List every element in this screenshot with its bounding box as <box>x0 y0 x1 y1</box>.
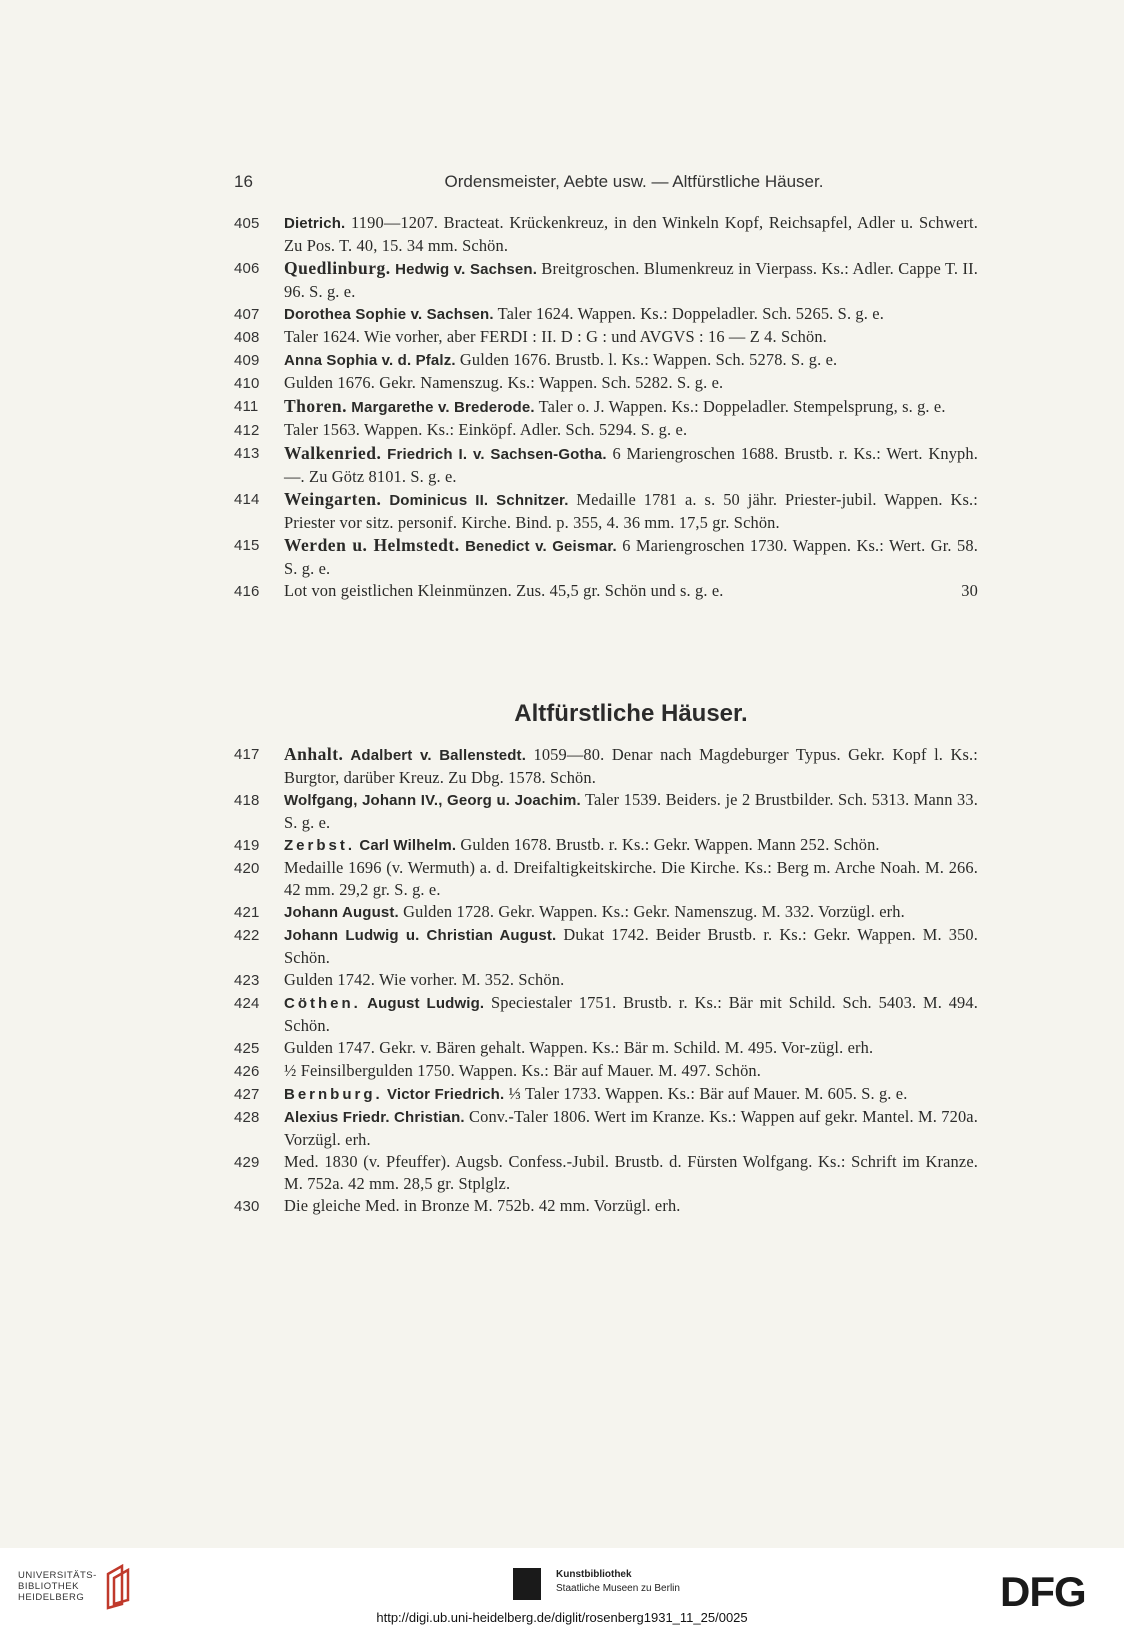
catalog-entry <box>234 1037 978 1060</box>
entry-description: Lot von geistlichen Kleinmünzen. Zus. 45,5 gr. Schön und s. g. e. <box>284 581 724 600</box>
entry-heading: Anna Sophia v. d. Pfalz. <box>284 352 456 369</box>
kunstbibliothek-logo[interactable] <box>556 1568 680 1596</box>
entry-description: Medaille 1696 (v. Wermuth) a. d. Dreifaltigkeitskirche. Die Kirche. Ks.: Berg m. Arche Noah. M. 266. 42 mm. 29,2 gr. S. g. e. <box>284 858 978 899</box>
entry-text <box>284 442 978 488</box>
entry-number: 418 <box>234 792 260 809</box>
entry-subheading: Benedict v. Geismar. <box>459 538 617 555</box>
entry-text <box>284 1151 978 1195</box>
entry-heading: Werden u. Helmstedt. <box>284 535 460 555</box>
entry-text <box>284 419 978 442</box>
entry-subheading: Hedwig v. Sachsen. <box>390 261 538 278</box>
entry-number: 406 <box>234 260 260 277</box>
catalog-entry <box>234 534 978 580</box>
entry-heading: Dietrich. <box>284 215 346 232</box>
entry-heading: Dorothea Sophie v. Sachsen. <box>284 306 494 323</box>
entry-number: 413 <box>234 445 260 462</box>
catalog-entry <box>234 488 978 534</box>
entry-text <box>284 257 978 303</box>
entry-description: Die gleiche Med. in Bronze M. 752b. 42 mm. Vorzügl. erh. <box>284 1196 681 1215</box>
entry-text <box>284 395 978 419</box>
entry-description: Gulden 1678. Brustb. r. Ks.: Gekr. Wappen. Mann 252. Schön. <box>456 835 880 854</box>
entry-number: 421 <box>234 904 260 921</box>
entry-text <box>284 924 978 969</box>
entry-heading: Quedlinburg. <box>284 258 391 278</box>
entry-number: 425 <box>234 1040 260 1057</box>
catalog-entry <box>234 395 978 419</box>
entry-number: 430 <box>234 1198 260 1215</box>
ub-logo-line: HEIDELBERG <box>18 1592 85 1603</box>
entry-description: Dukat 1742. Beider Brustb. r. Ks.: Gekr. Wappen. M. 350. Schön. <box>284 925 979 967</box>
entry-text <box>284 969 978 992</box>
ub-logo-line: BIBLIOTHEK <box>18 1581 79 1592</box>
entry-heading: Johann August. <box>284 904 399 921</box>
section-title: Altfürstliche Häuser. <box>514 700 748 727</box>
entry-text <box>284 349 978 372</box>
entry-heading: Wolfgang, Johann IV., Georg u. Joachim. <box>284 792 581 809</box>
catalog-entry <box>234 1195 978 1218</box>
entry-heading: Anhalt. <box>284 744 344 764</box>
entry-subheading: Friedrich I. v. Sachsen-Gotha. <box>381 446 607 463</box>
ub-logo-line: UNIVERSITÄTS- <box>18 1570 97 1581</box>
entry-text <box>284 534 978 580</box>
entry-text <box>284 743 978 789</box>
entry-description: 6 Mariengroschen 1688. Brustb. r. Ks.: Wert. Knyph. —. Zu Götz 8101. S. g. e. <box>284 444 978 486</box>
entry-number: 411 <box>234 398 259 415</box>
entry-number: 423 <box>234 972 260 989</box>
entry-number: 408 <box>234 329 260 346</box>
entry-description: Gulden 1742. Wie vorher. M. 352. Schön. <box>284 970 565 989</box>
catalog-entry <box>234 257 978 303</box>
entry-description: Gulden 1728. Gekr. Wappen. Ks.: Gekr. Namenszug. M. 332. Vorzügl. erh. <box>398 902 905 921</box>
entry-text <box>284 789 978 834</box>
entry-description: 1190—1207. Bracteat. Krückenkreuz, in den Winkeln Kopf, Reichsapfel, Adler u. Schwert. Zu Pos. T. 40, 15. 34 mm. Schön. <box>284 213 978 255</box>
entry-text <box>284 1083 978 1106</box>
catalog-entry <box>234 326 978 349</box>
entry-list-ordensmeister <box>234 212 978 603</box>
entry-number: 424 <box>234 995 260 1012</box>
entry-description: Gulden 1676. Gekr. Namenszug. Ks.: Wappen. Sch. 5282. S. g. e. <box>284 373 724 392</box>
entry-description: Speciestaler 1751. Brustb. r. Ks.: Bär mit Schild. Sch. 5403. M. 494. Schön. <box>284 993 978 1035</box>
catalog-entry <box>234 901 978 924</box>
entry-heading: Thoren. <box>284 396 347 416</box>
catalog-entry <box>234 1083 978 1106</box>
entry-number: 415 <box>234 537 260 554</box>
entry-text <box>284 372 978 395</box>
entry-subheading: Margarethe v. Brederode. <box>346 399 535 416</box>
entry-description: ⅓ Taler 1733. Wappen. Ks.: Bär auf Mauer. M. 605. S. g. e. <box>504 1084 908 1103</box>
entry-number: 416 <box>234 583 260 600</box>
entry-description: Taler 1539. Beiders. je 2 Brustbilder. Sch. 5313. Mann 33. S. g. e. <box>284 790 979 832</box>
kunstbibliothek-logo-icon <box>513 1568 541 1600</box>
entry-number: 409 <box>234 352 260 369</box>
entry-text <box>284 1195 978 1218</box>
entry-number: 429 <box>234 1154 260 1171</box>
entry-number: 427 <box>234 1086 260 1103</box>
entry-description: 6 Mariengroschen 1730. Wappen. Ks.: Wert. Gr. 58. S. g. e. <box>284 536 978 578</box>
entry-subheading: August Ludwig. <box>360 995 485 1012</box>
catalog-entry <box>234 1106 978 1151</box>
catalog-entry <box>234 969 978 992</box>
entry-description: ½ Feinsilbergulden 1750. Wappen. Ks.: Bär auf Mauer. M. 497. Schön. <box>284 1061 762 1080</box>
entry-description: Gulden 1747. Gekr. v. Bären gehalt. Wappen. Ks.: Bär m. Schild. M. 495. Vor-zügl. erh. <box>284 1038 874 1057</box>
permalink-url[interactable]: http://digi.ub.uni-heidelberg.de/diglit/rosenberg1931_11_25/0025 <box>376 1610 748 1625</box>
entry-text <box>284 580 948 603</box>
catalog-entry <box>234 303 978 326</box>
entry-number: 422 <box>234 927 260 944</box>
running-title: Ordensmeister, Aebte usw. — Altfürstliche Häuser. <box>444 172 824 191</box>
page-number: 16 <box>234 172 253 191</box>
kb-name: Kunstbibliothek <box>556 1569 632 1580</box>
entry-text <box>284 1060 978 1083</box>
entry-subheading: Victor Friedrich. <box>382 1086 505 1103</box>
entry-heading: Cöthen. <box>284 995 361 1012</box>
entry-heading: Weingarten. <box>284 489 382 509</box>
entry-list-altfuerstliche <box>234 743 978 1218</box>
entry-description: Conv.-Taler 1806. Wert im Kranze. Ks.: Wappen auf gekr. Mantel. M. 720a. Vorzügl. erh. <box>284 1107 978 1149</box>
catalog-entry <box>234 372 978 395</box>
footer-bar <box>0 1548 1124 1629</box>
catalog-entry <box>234 419 978 442</box>
entry-description: Breitgroschen. Blumenkreuz in Vierpass. Ks.: Adler. Cappe T. II. 96. S. g. e. <box>284 259 979 301</box>
entry-subheading: Carl Wilhelm. <box>355 837 457 854</box>
catalog-entry <box>234 834 978 857</box>
entry-text <box>284 857 978 901</box>
catalog-entry <box>234 924 978 969</box>
entry-number: 410 <box>234 375 260 392</box>
entry-text <box>284 488 978 534</box>
entry-number: 407 <box>234 306 260 323</box>
entry-text <box>284 1106 978 1151</box>
entry-subheading: Dominicus II. Schnitzer. <box>381 492 569 509</box>
catalog-entry <box>234 349 978 372</box>
entry-heading: Johann Ludwig u. Christian August. <box>284 927 557 944</box>
catalog-entry <box>234 1151 978 1195</box>
entry-number: 420 <box>234 860 260 877</box>
ub-heidelberg-logo[interactable] <box>18 1570 97 1603</box>
entry-description: Taler 1624. Wie vorher, aber FERDI : II. D : G : und AVGVS : 16 — Z 4. Schön. <box>284 327 827 346</box>
entry-text <box>284 992 978 1037</box>
entry-number: 414 <box>234 491 260 508</box>
entry-description: Taler 1563. Wappen. Ks.: Einköpf. Adler. Sch. 5294. S. g. e. <box>284 420 688 439</box>
catalog-entry <box>234 1060 978 1083</box>
entry-text <box>284 1037 978 1060</box>
entry-heading: Zerbst. <box>284 837 356 854</box>
entry-price: 30 <box>961 581 978 600</box>
entry-number: 405 <box>234 215 260 232</box>
entry-text <box>284 303 978 326</box>
entry-text <box>284 834 978 857</box>
entry-description: Medaille 1781 a. s. 50 jähr. Priester-jubil. Wappen. Ks.: Priester vor sitz. personif. Kirche. Bind. p. 355, 4. 36 mm. 17,5 gr. Schön. <box>284 490 978 532</box>
entry-number: 412 <box>234 422 260 439</box>
entry-description: Taler 1624. Wappen. Ks.: Doppeladler. Sch. 5265. S. g. e. <box>493 304 884 323</box>
entry-heading: Walkenried. <box>284 443 382 463</box>
catalog-entry <box>234 992 978 1037</box>
entry-number: 426 <box>234 1063 260 1080</box>
entry-text <box>284 326 978 349</box>
catalog-entry <box>234 789 978 834</box>
dfg-logo[interactable]: DFG <box>1000 1568 1086 1615</box>
catalog-entry <box>234 212 978 257</box>
entry-heading: Alexius Friedr. Christian. <box>284 1109 465 1126</box>
entry-subheading: Adalbert v. Ballenstedt. <box>343 747 527 764</box>
catalog-entry <box>234 743 978 789</box>
entry-heading: Bernburg. <box>284 1086 383 1103</box>
entry-description: 1059—80. Denar nach Magdeburger Typus. Gekr. Kopf l. Ks.: Burgtor, darüber Kreuz. Zu Dbg. 1578. Schön. <box>284 745 978 787</box>
entry-description: Gulden 1676. Brustb. l. Ks.: Wappen. Sch. 5278. S. g. e. <box>455 350 838 369</box>
catalog-entry <box>234 442 978 488</box>
entry-number: 428 <box>234 1109 260 1126</box>
entry-description: Taler o. J. Wappen. Ks.: Doppeladler. Stempelsprung, s. g. e. <box>534 397 946 416</box>
entry-number: 417 <box>234 746 260 763</box>
entry-text <box>284 901 978 924</box>
entry-description: Med. 1830 (v. Pfeuffer). Augsb. Confess.-Jubil. Brustb. d. Fürsten Wolfgang. Ks.: Schrift im Kranze. M. 752a. 42 mm. 28,5 gr. Stplglz. <box>284 1152 978 1193</box>
entry-text <box>284 212 978 257</box>
catalog-entry <box>234 857 978 901</box>
ub-emblem-icon <box>104 1564 134 1610</box>
catalog-entry <box>234 580 978 603</box>
entry-number: 419 <box>234 837 260 854</box>
kb-subtitle: Staatliche Museen zu Berlin <box>556 1583 680 1594</box>
